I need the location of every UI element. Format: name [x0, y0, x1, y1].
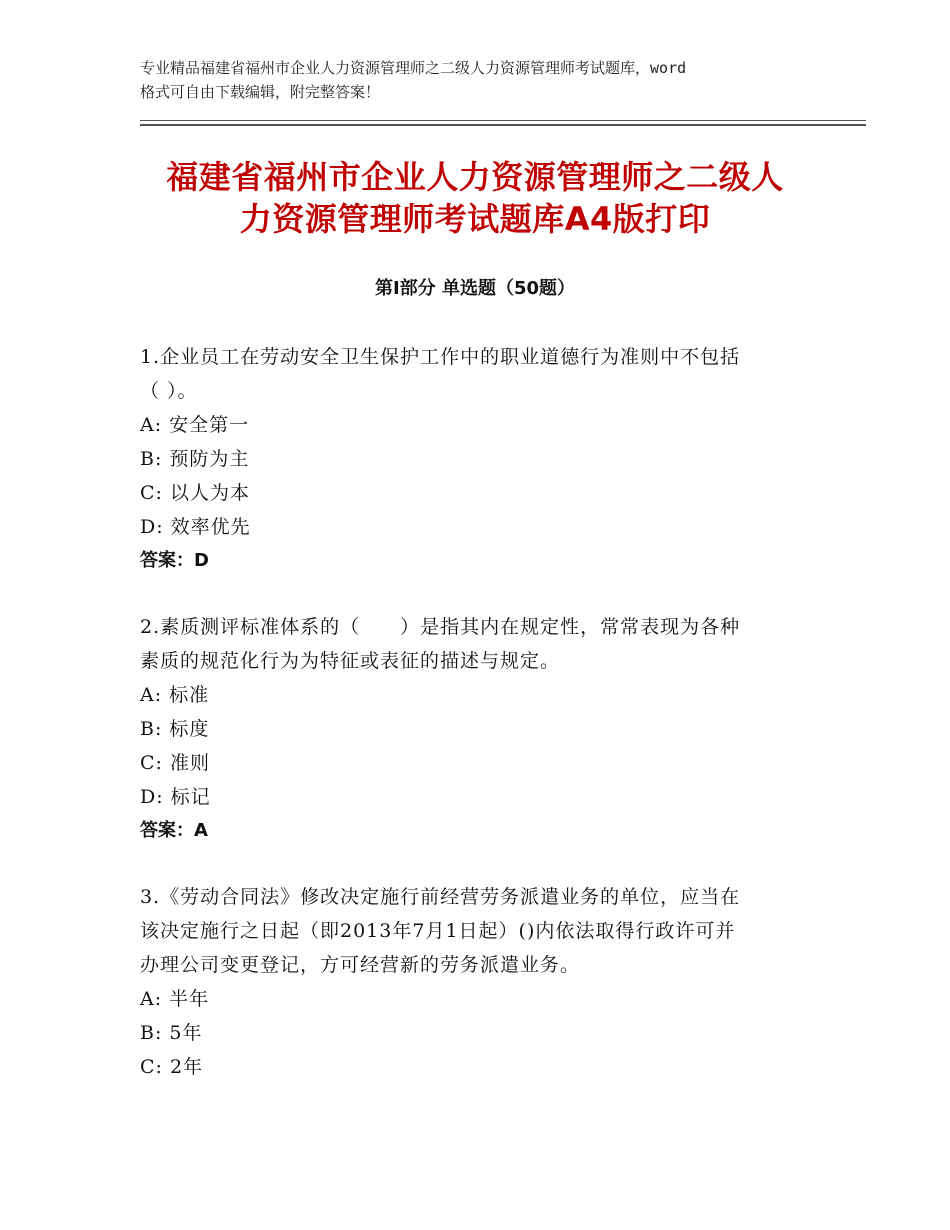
title-line-2: 力资源管理师考试题库A4版打印	[239, 200, 711, 238]
header-rule-thin	[140, 120, 866, 121]
option-d: D: 标记	[140, 786, 211, 808]
question-text: 1.企业员工在劳动安全卫生保护工作中的职业道德行为准则中不包括	[140, 346, 741, 368]
question-list	[140, 340, 810, 1116]
option-b: B: 标度	[140, 718, 210, 740]
document-title	[100, 156, 850, 240]
question-text: 2.素质测评标准体系的（ ）是指其内在规定性，常常表现为各种	[140, 616, 741, 638]
header-line-1: 专业精品福建省福州市企业人力资源管理师之二级人力资源管理师考试题库，word	[140, 59, 687, 77]
question-text: 该决定施行之日起（即2013年7月1日起）()内依法取得行政许可并	[140, 920, 736, 942]
question-1	[140, 340, 810, 578]
option-a: A: 安全第一	[140, 414, 250, 436]
option-b: B: 预防为主	[140, 448, 250, 470]
header-rule-thick	[140, 124, 866, 126]
answer: 答案：A	[140, 820, 208, 841]
question-text: （ ）。	[140, 380, 198, 402]
question-3	[140, 880, 810, 1084]
option-a: A: 半年	[140, 988, 210, 1010]
answer: 答案：D	[140, 550, 209, 571]
title-line-1: 福建省福州市企业人力资源管理师之二级人	[166, 158, 784, 196]
question-text: 素质的规范化行为为特征或表征的描述与规定。	[140, 650, 561, 672]
option-c: C: 2年	[140, 1056, 204, 1078]
section-title: 第Ⅰ部分 单选题（50题）	[374, 278, 575, 299]
page-header	[140, 56, 820, 104]
question-text: 3.《劳动合同法》修改决定施行前经营劳务派遣业务的单位，应当在	[140, 886, 741, 908]
option-b: B: 5年	[140, 1022, 203, 1044]
question-text: 办理公司变更登记，方可经营新的劳务派遣业务。	[140, 954, 581, 976]
option-d: D: 效率优先	[140, 516, 251, 538]
option-c: C: 准则	[140, 752, 210, 774]
option-a: A: 标准	[140, 684, 210, 706]
header-line-2: 格式可自由下载编辑，附完整答案！	[140, 83, 381, 101]
option-c: C: 以人为本	[140, 482, 250, 504]
question-2	[140, 610, 810, 848]
